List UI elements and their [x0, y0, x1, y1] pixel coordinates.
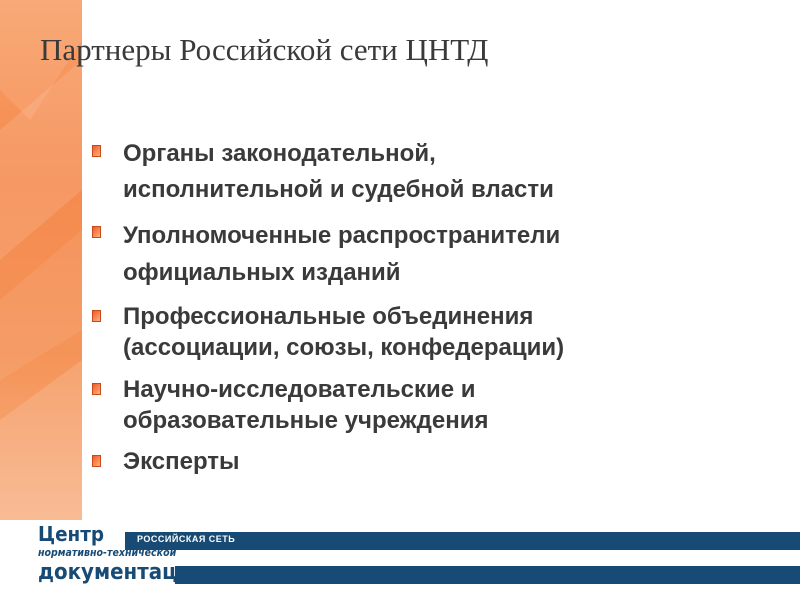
logo-line: документации: [38, 560, 205, 585]
bullet-line: Уполномоченные распространители: [123, 222, 561, 249]
decorative-glass-shapes: [0, 0, 82, 520]
footer: [0, 520, 800, 600]
bullet-line: Органы законодательной,: [123, 140, 436, 167]
bullet-line: Эксперты: [123, 448, 240, 475]
bullet-icon: [92, 226, 101, 238]
bullet-line: исполнительной и судебной власти: [123, 176, 554, 203]
bullet-icon: [92, 455, 101, 467]
network-label: РОССИЙСКАЯ СЕТЬ: [137, 534, 236, 544]
bullet-icon: [92, 310, 101, 322]
bullet-icon: [92, 145, 101, 157]
logo-line: Центр: [38, 522, 105, 546]
bullet-item-institutions: [92, 374, 782, 436]
slide-title: Партнеры Российской сети ЦНТД: [40, 32, 489, 67]
bullet-list: [92, 136, 782, 477]
bullet-item-experts: [92, 446, 782, 477]
decorative-orange-band: [0, 0, 82, 520]
bullet-item-associations: [92, 301, 782, 363]
bullet-item-authorities: [92, 136, 782, 208]
bullet-line: (ассоциации, союзы, конфедерации): [123, 334, 565, 361]
bullet-line: образовательные учреждения: [123, 407, 489, 434]
bullet-line: официальных изданий: [123, 259, 401, 286]
bullet-line: Научно-исследовательские и: [123, 376, 476, 403]
footer-stripe-bottom: [175, 566, 800, 584]
logo-line: нормативно-технической: [38, 546, 177, 559]
bullet-line: Профессиональные объединения: [123, 303, 534, 330]
bullet-icon: [92, 383, 101, 395]
bullet-item-distributors: [92, 217, 782, 291]
